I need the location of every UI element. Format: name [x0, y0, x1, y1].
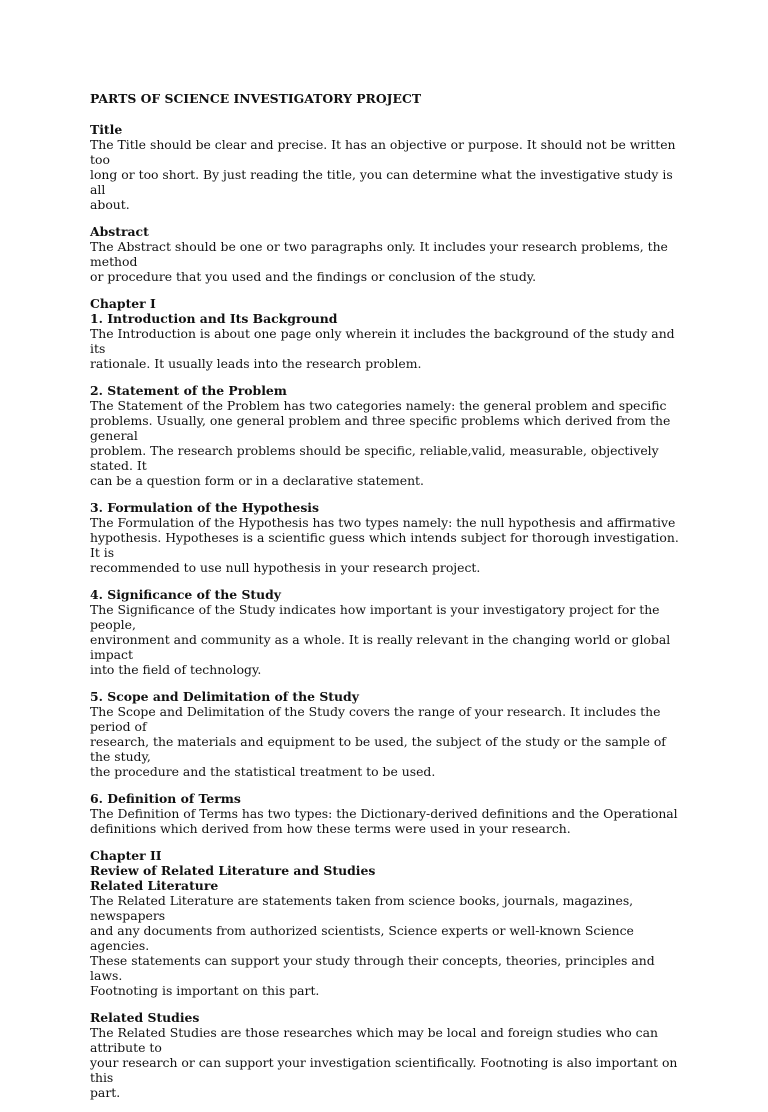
- statement-section: [90, 383, 690, 488]
- review-heading: Review of Related Literature and Studies: [90, 863, 376, 878]
- related-studies-section: [90, 1010, 690, 1100]
- abstract-heading: Abstract: [90, 224, 149, 239]
- introduction-paragraph: The Introduction is about one page only wherein it includes the background of the study and its rationale. It usually leads into the research problem.: [90, 326, 675, 371]
- hypothesis-paragraph: The Formulation of the Hypothesis has two types namely: the null hypothesis and affirmative hypothesis. Hypotheses is a scientific guess which intends subject for thorough investigation. It is recommended to use null hypothesis in your research project.: [90, 515, 679, 575]
- related-literature-heading: Related Literature: [90, 878, 219, 893]
- chapter-1-intro-section: [90, 296, 690, 371]
- statement-heading: 2. Statement of the Problem: [90, 383, 287, 398]
- chapter-1-heading: Chapter I: [90, 296, 156, 311]
- document-title: PARTS OF SCIENCE INVESTIGATORY PROJECT: [90, 91, 422, 106]
- title-heading: Title: [90, 122, 123, 137]
- chapter-2-heading: Chapter II: [90, 848, 162, 863]
- definition-heading: 6. Definition of Terms: [90, 791, 241, 806]
- scope-paragraph: The Scope and Delimitation of the Study covers the range of your research. It includes the period of research, the materials and equipment to be used, the subject of the study or the sample of the study, the procedure and the statistical treatment to be used.: [90, 704, 666, 779]
- significance-paragraph: The Significance of the Study indicates how important is your investigatory project for the people, environment and community as a whole. It is really relevant in the changing world or global impact into the field of technology.: [90, 602, 671, 677]
- chapter-2-literature-section: [90, 848, 690, 998]
- abstract-section: [90, 224, 690, 284]
- hypothesis-section: [90, 500, 690, 575]
- statement-paragraph: The Statement of the Problem has two categories namely: the general problem and specific problems. Usually, one general problem and three specific problems which derived from the general problem. The research problems should be specific, reliable,valid, measurable, objectively stated. It can be a question form or in a declarative statement.: [90, 398, 671, 488]
- significance-heading: 4. Significance of the Study: [90, 587, 281, 602]
- hypothesis-heading: 3. Formulation of the Hypothesis: [90, 500, 319, 515]
- introduction-heading: 1. Introduction and Its Background: [90, 311, 338, 326]
- related-literature-paragraph: The Related Literature are statements taken from science books, journals, magazines, newspapers and any documents from authorized scientists, Science experts or well-known Science agencies. These statements can support your study through their concepts, theories, principles and laws. Footnoting is important on this part.: [90, 893, 655, 998]
- definition-section: [90, 791, 690, 836]
- abstract-paragraph: The Abstract should be one or two paragraphs only. It includes your research problems, the method or procedure that you used and the findings or conclusion of the study.: [90, 239, 668, 284]
- title-paragraph: The Title should be clear and precise. It has an objective or purpose. It should not be written too long or too short. By just reading the title, you can determine what the investigative study is all about.: [90, 137, 676, 212]
- significance-section: [90, 587, 690, 677]
- scope-heading: 5. Scope and Delimitation of the Study: [90, 689, 359, 704]
- scope-section: [90, 689, 690, 779]
- related-studies-paragraph: The Related Studies are those researches which may be local and foreign studies who can attribute to your research or can support your investigation scientifically. Footnoting is also important on this part.: [90, 1025, 678, 1100]
- title-section: [90, 122, 690, 212]
- document-page: [90, 91, 690, 1112]
- related-studies-heading: Related Studies: [90, 1010, 200, 1025]
- definition-paragraph: The Definition of Terms has two types: the Dictionary-derived definitions and the Operational definitions which derived from how these terms were used in your research.: [90, 806, 678, 836]
